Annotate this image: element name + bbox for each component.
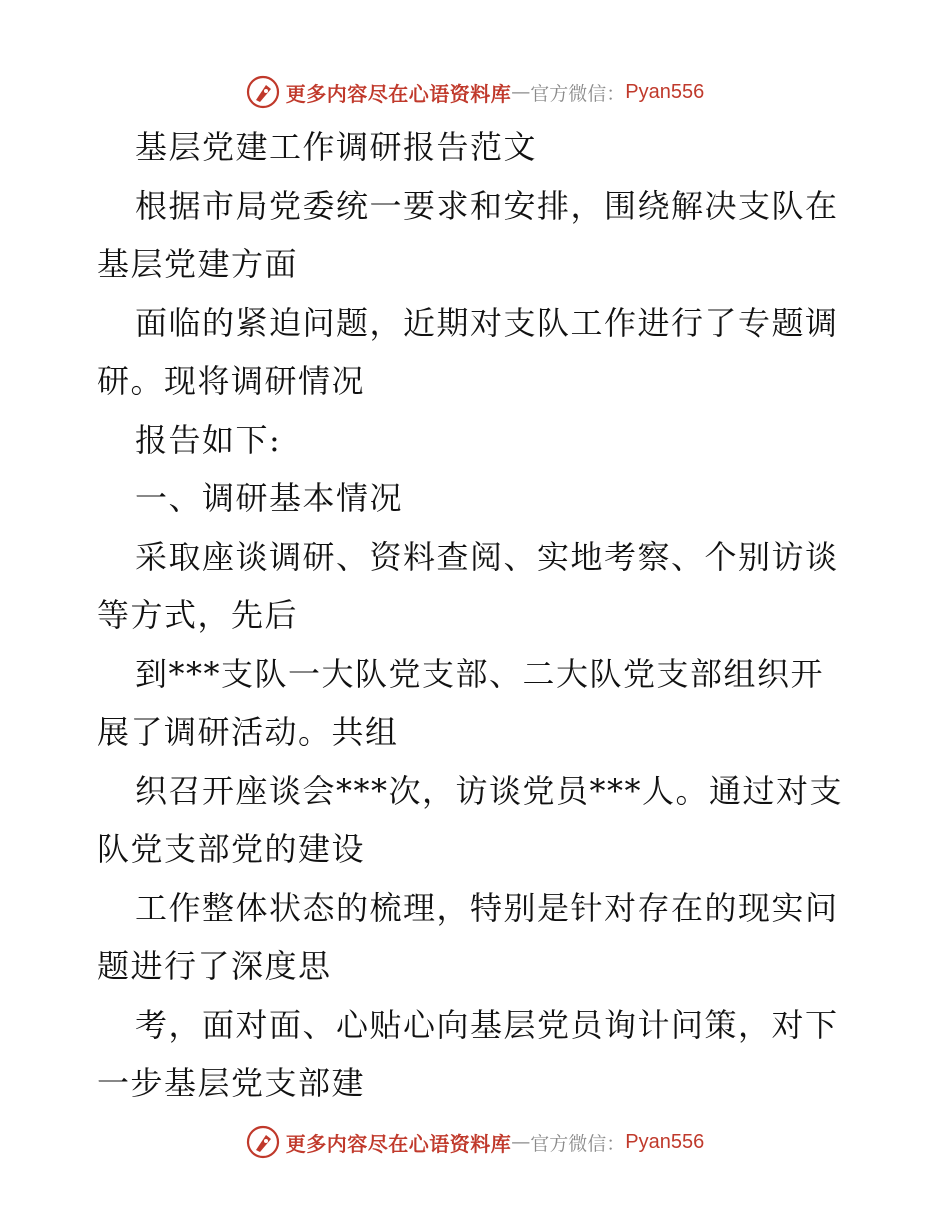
header-banner <box>0 72 950 112</box>
document-title: 基层党建工作调研报告范文 <box>135 128 538 166</box>
banner-dash: — <box>511 81 531 103</box>
banner-dash: — <box>511 1131 531 1153</box>
banner-wechat-label: 官方微信： <box>530 1132 626 1155</box>
pen-nib-logo-icon <box>246 75 280 109</box>
paragraph: 织召开座谈会***次，访谈党员***人。通过对支队党支部党的建设 <box>97 771 844 868</box>
pen-nib-logo-icon <box>246 1125 280 1159</box>
footer-banner <box>0 1122 950 1162</box>
banner-wechat-label: 官方微信： <box>530 82 626 105</box>
banner-site-text: 更多内容尽在心语资料库 <box>285 81 512 106</box>
paragraph: 面临的紧迫问题，近期对支队工作进行了专题调研。现将调研情况 <box>97 303 839 400</box>
paragraph: 工作整体状态的梳理，特别是针对存在的现实问题进行了深度思 <box>97 888 839 985</box>
paragraph: 根据市局党委统一要求和安排，围绕解决支队在基层党建方面 <box>97 186 839 283</box>
banner-site-text: 更多内容尽在心语资料库 <box>285 1131 512 1156</box>
section-heading: 一、调研基本情况 <box>135 479 404 517</box>
banner-wechat-id: Pyan556 <box>625 1130 705 1153</box>
banner-wechat-id: Pyan556 <box>625 80 705 103</box>
paragraph: 考，面对面、心贴心向基层党员询计问策，对下一步基层党支部建 <box>97 1005 839 1102</box>
document-body <box>97 118 857 1113</box>
paragraph: 报告如下: <box>135 420 282 459</box>
paragraph: 采取座谈调研、资料查阅、实地考察、个别访谈等方式，先后 <box>97 537 839 634</box>
paragraph: 到***支队一大队党支部、二大队党支部组织开展了调研活动。共组 <box>97 654 825 751</box>
